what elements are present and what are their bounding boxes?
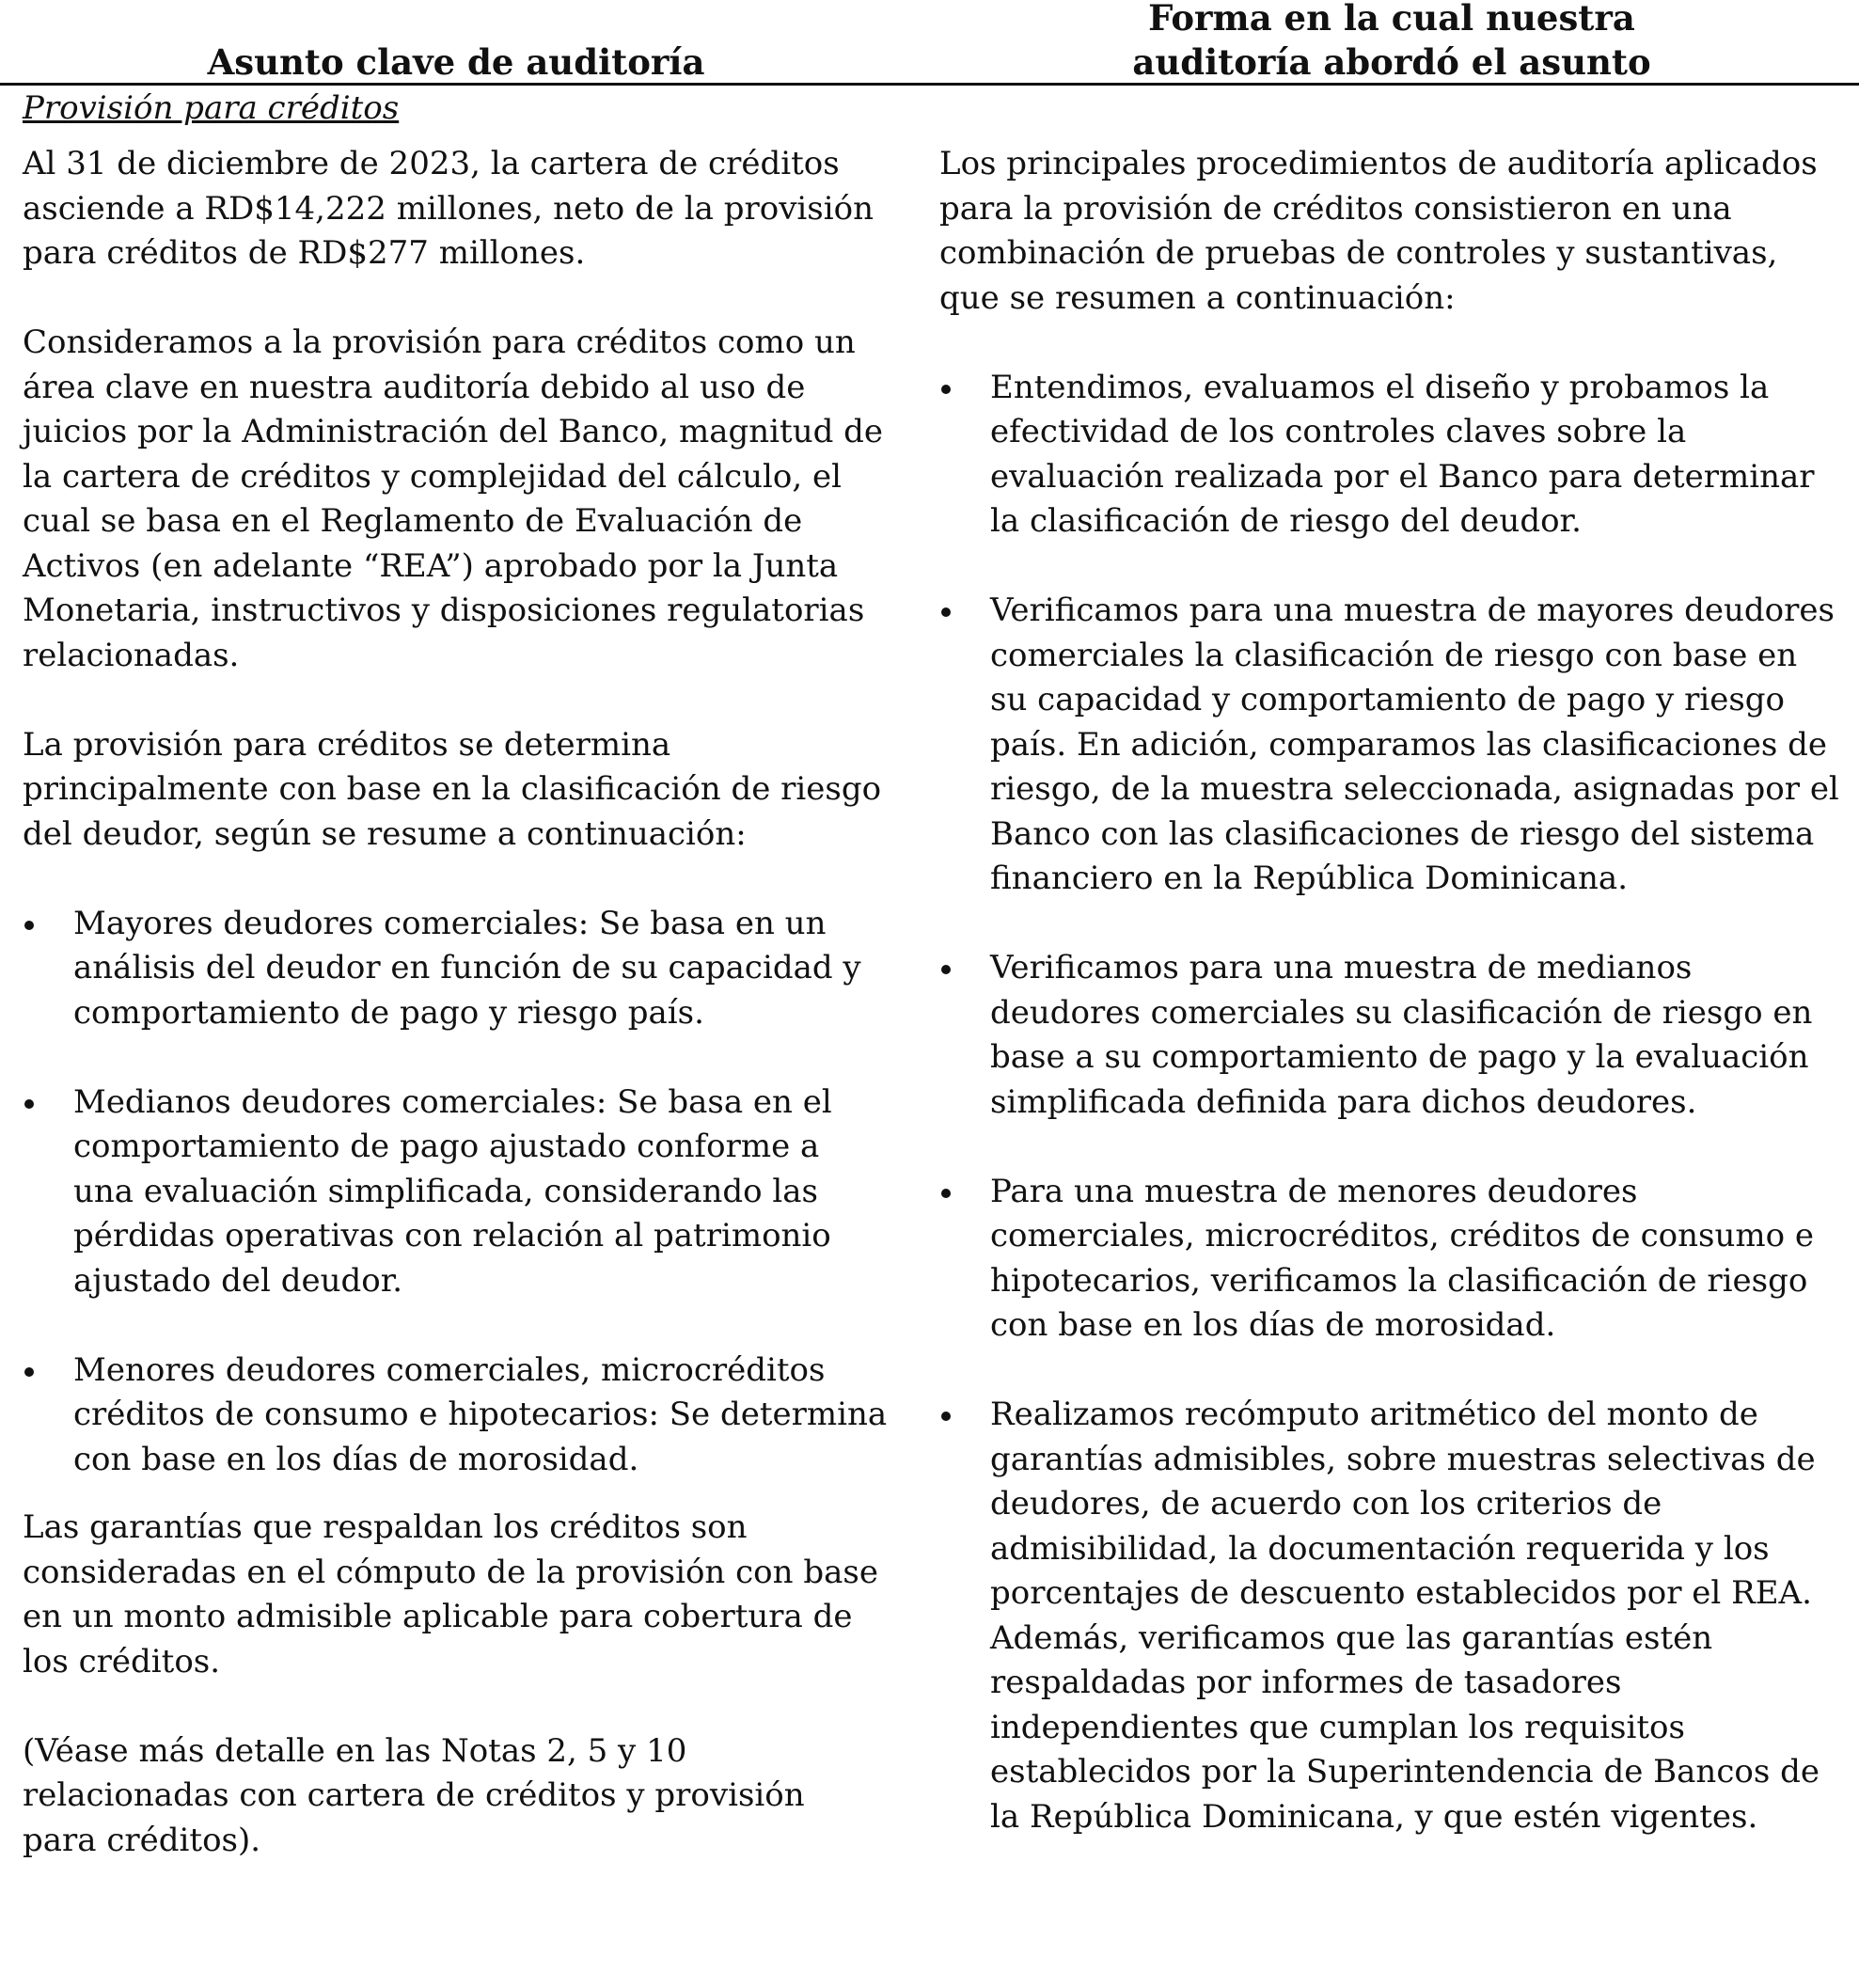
list-item bbox=[939, 1393, 1842, 1839]
paragraph: Consideramos a la provisión para créditos como un área clave en nuestra auditoría debido al uso de juicios por la Administración del Banco, magnitud de la cartera de créditos y complejidad del cálculo, el cual se basa en el Reglamento de Evaluación de Activos (en adelante “REA”) aprobado por la Junta Monetaria, instructivos y disposiciones regulatorias relacionadas. bbox=[23, 323, 884, 674]
list-item bbox=[23, 1349, 888, 1483]
right-header-line-2: auditoría abordó el asunto bbox=[1132, 41, 1651, 83]
bullet-icon bbox=[24, 921, 34, 930]
bullet-icon bbox=[941, 385, 951, 394]
audit-approach-column bbox=[939, 87, 1842, 1839]
notes-reference: (Véase más detalle en las Notas 2, 5 y 10 relacionadas con cartera de créditos y provisión para créditos). bbox=[23, 1731, 805, 1859]
right-column-header bbox=[940, 0, 1843, 85]
left-column-header bbox=[19, 40, 893, 85]
paragraph: Las garantías que respaldan los créditos son consideradas en el cómputo de la provisión con base en un monto admisible aplicable para cobertura de los créditos. bbox=[23, 1508, 878, 1680]
key-audit-matter-column bbox=[23, 87, 888, 1863]
section-subtitle: Provisión para créditos bbox=[23, 89, 400, 127]
procedures-bullet-list bbox=[939, 366, 1842, 1840]
list-item-text: Mayores deudores comerciales: Se basa en un análisis del deudor en función de su capacidad y comportamiento de pago y riesgo país. bbox=[73, 904, 861, 1032]
right-header-line-1: Forma en la cual nuestra bbox=[1148, 0, 1635, 39]
provision-bullet-list bbox=[23, 902, 888, 1483]
bullet-icon bbox=[941, 1189, 951, 1198]
list-item-text: Para una muestra de menores deudores comerciales, microcréditos, créditos de consumo e hipotecarios, verificamos la clasificación de riesgo con base en los días de morosidad. bbox=[990, 1172, 1815, 1344]
paragraph: Los principales procedimientos de auditoría aplicados para la provisión de créditos consistieron en una combinación de pruebas de controles y sustantivas, que se resumen a continuación: bbox=[939, 145, 1818, 317]
bullet-icon bbox=[941, 965, 951, 974]
list-item bbox=[939, 589, 1842, 902]
bullet-icon bbox=[24, 1099, 34, 1109]
list-item-text: Menores deudores comerciales, microcréditos créditos de consumo e hipotecarios: Se determina con base en los días de morosidad. bbox=[73, 1350, 888, 1478]
list-item bbox=[23, 1081, 888, 1304]
paragraph: La provisión para créditos se determina principalmente con base en la clasificación de riesgo del deudor, según se resume a continuación: bbox=[23, 725, 882, 853]
bullet-icon bbox=[941, 607, 951, 617]
list-item bbox=[939, 1170, 1842, 1349]
list-item-text: Realizamos recómputo aritmético del monto de garantías admisibles, sobre muestras selectivas de deudores, de acuerdo con los criterios de admisibilidad, la documentación requerida y los porcentajes de descuento establecidos por el REA. Además, verificamos que las garantías estén respaldadas por informes de tasadores independientes que cumplan los requisitos establecidos por la Superintendencia de Bancos de la República Dominicana, y que estén vigentes. bbox=[990, 1396, 1820, 1836]
list-item bbox=[23, 902, 888, 1036]
list-item bbox=[939, 946, 1842, 1125]
bullet-icon bbox=[941, 1412, 951, 1421]
list-item-text: Medianos deudores comerciales: Se basa en el comportamiento de pago ajustado conforme a una evaluación simplificada, considerando las pérdidas operativas con relación al patrimonio ajustado del deudor. bbox=[73, 1082, 832, 1300]
paragraph: Al 31 de diciembre de 2023, la cartera de créditos asciende a RD$14,222 millones, neto de la provisión para créditos de RD$277 millones. bbox=[23, 145, 874, 272]
list-item-text: Verificamos para una muestra de medianos deudores comerciales su clasificación de riesgo en base a su comportamiento de pago y la evaluación simplificada definida para dichos deudores. bbox=[990, 949, 1813, 1121]
list-item bbox=[939, 366, 1842, 544]
left-header-text: Asunto clave de auditoría bbox=[207, 41, 705, 83]
list-item-text: Entendimos, evaluamos el diseño y probamos la efectividad de los controles claves sobre la evaluación realizada por el Banco para determinar la clasificación de riesgo del deudor. bbox=[990, 368, 1815, 540]
header-divider bbox=[0, 83, 1859, 86]
list-item-text: Verificamos para una muestra de mayores deudores comerciales la clasificación de riesgo con base en su capacidad y comportamiento de pago y riesgo país. En adición, comparamos las clasificaciones de riesgo, de la muestra seleccionada, asignadas por el Banco con las clasificaciones de riesgo del sistema financiero en la República Dominicana. bbox=[990, 592, 1839, 897]
bullet-icon bbox=[24, 1367, 34, 1377]
